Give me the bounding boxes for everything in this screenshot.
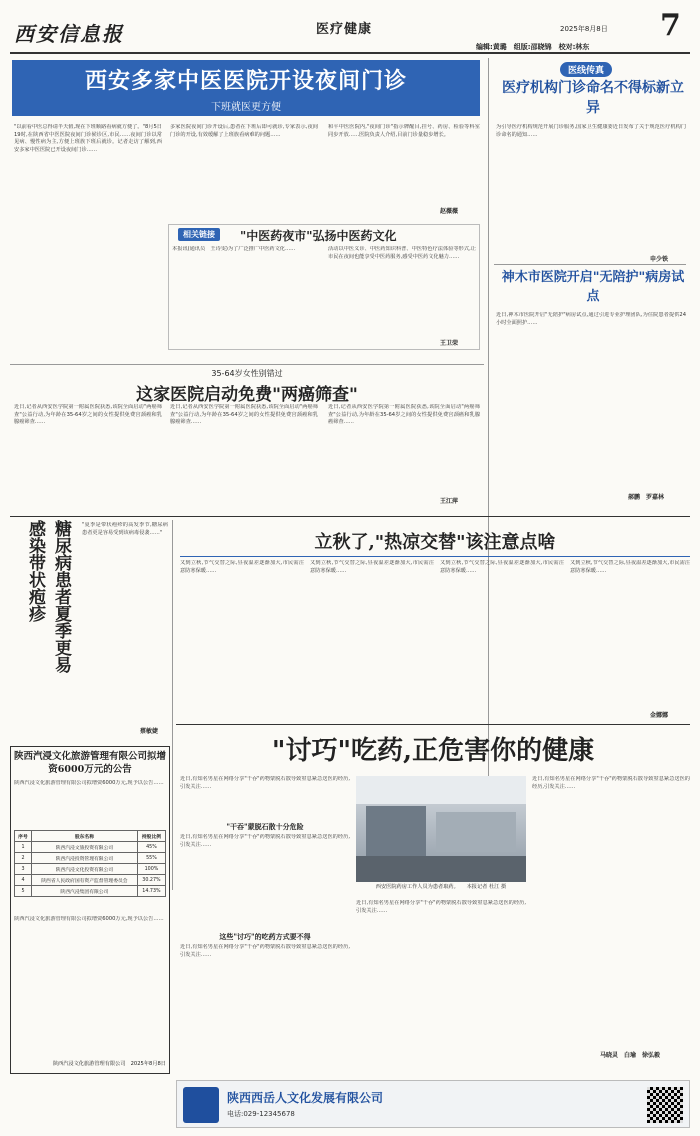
- lead-body-col3: 和平中医医院内,"夜间门诊"指示牌醒目,挂号、药房、检验等科室同步开放……医院负责人介绍,目前门诊量稳步增长。: [328, 124, 480, 138]
- diabetes-reporter: 蔡敏婕: [140, 728, 159, 735]
- table-cell: 陕西汽浸投资管理有限公司: [31, 853, 137, 864]
- table-row: [15, 842, 166, 853]
- masthead-rule: [10, 52, 690, 54]
- sidebar-tag: 医线传真: [560, 62, 612, 77]
- screen-kicker: 35-64岁女性别错过: [211, 369, 283, 378]
- notice-body-2: 陕西汽浸文化旅游管理有限公司拟增资6000万元,现予以公告……: [14, 916, 164, 922]
- table-row: [15, 875, 166, 886]
- table-cell: 3: [15, 864, 32, 875]
- ad-phone: 电话:029-12345678: [227, 1110, 295, 1118]
- notice-footer: 陕西汽浸文化旅游管理有限公司 2025年8月8日: [52, 1061, 166, 1067]
- screen-body-col1: 近日,记者从西安医学院第一附属医院获悉,该院全面启动"两癌筛查"公益行动,为年龄在35-64岁之间的女性提供免费宫颈癌和乳腺癌筛查……: [14, 404, 162, 426]
- photo-caption: 西安医院药房工作人员为患者取药。 本报记者 杜江 摄: [375, 884, 507, 890]
- heat-reporter: 金娜娜: [650, 712, 669, 719]
- screen-headline: 这家医院启动免费"两癌筛查": [136, 385, 358, 405]
- table-row: [15, 864, 166, 875]
- table-cell: 陕西汽浸文化投资有限公司: [31, 864, 137, 875]
- lead-reporter: 赵薇薇: [440, 208, 459, 215]
- medicine-subhead-2: 这些"讨巧"的吃药方式要不得: [219, 932, 311, 941]
- table-cell: 45%: [137, 842, 165, 853]
- table-header-row: [15, 831, 166, 842]
- notice-shareholder-table: [14, 830, 166, 897]
- heat-body-col1: 又到立秋,节气交替之际,昼夜温差逐渐加大,市民需注意防寒保暖……: [180, 560, 304, 574]
- sidebar-reporter-1: 申少铁: [650, 256, 669, 263]
- table-cell: 100%: [137, 864, 165, 875]
- medicine-rule-top: [176, 724, 690, 725]
- publish-date: 2025年8月8日: [560, 25, 608, 33]
- table-cell: 4: [15, 875, 32, 886]
- ad-title: 陕西西岳人文化发展有限公司: [227, 1091, 384, 1105]
- heat-body-col4: 又到立秋,节气交替之际,昼夜温差逐渐加大,市民需注意防寒保暖……: [570, 560, 690, 574]
- sidebar-rule: [494, 264, 686, 265]
- medicine-headline: "讨巧"吃药,正危害你的健康: [271, 736, 595, 766]
- sidebar-reporter-2: 郝鹏 罗嘉林: [628, 494, 665, 501]
- lead-headline: 西安多家中医医院开设夜间门诊: [84, 68, 407, 94]
- table-cell: 30.27%: [137, 875, 165, 886]
- heat-headline: 立秋了,"热凉交替"该注意点啥: [314, 532, 556, 553]
- ad-logo-icon: [183, 1087, 219, 1123]
- notice-table: [14, 830, 166, 897]
- sidebar-headline-1: 医疗机构门诊命名不得标新立异: [502, 80, 684, 116]
- medicine-body-col1b: 近日,有知名男星在网络分享"干吞"药物蒙脱石散导致窒息紧急送医的经历,引发关注……: [180, 944, 350, 958]
- diabetes-body: "夏季是带状疱疹的高发季节,糖尿病患者更是容易受到该病毒侵袭……": [82, 522, 168, 536]
- paper-name: 西安信息报: [14, 22, 124, 46]
- editors-line: 编辑:黄璐 组版:邵晓锦 校对:林东: [476, 43, 590, 51]
- screen-body-col2: 近日,记者从西安医学院第一附属医院获悉,该院全面启动"两癌筛查"公益行动,为年龄在35-64岁之间的女性提供免费宫颈癌和乳腺癌筛查……: [170, 404, 318, 426]
- section-title: 医疗健康: [316, 22, 373, 37]
- lead-body-col1: "以前看中医总得请半天假,现在下班顺路看病就方便了。"8月5日19时,在陕西省中医医院夜间门诊候诊区,市民……夜间门诊以常见病、慢性病为主,方便上班族下班后就诊。记者走访了解到,西安多家中医医院已开设夜间门诊……: [14, 124, 162, 153]
- table-cell: 陕西汽浸集团有限公司: [31, 886, 137, 897]
- rule-mid: [10, 516, 690, 517]
- heat-body-col2: 又到立秋,节气交替之际,昼夜温差逐渐加大,市民需注意防寒保暖……: [310, 560, 434, 574]
- table-cell: 14.73%: [137, 886, 165, 897]
- medicine-reporter: 马晓灵 白瑜 徐弘毅: [600, 1052, 661, 1059]
- diabetes-title: 糖尿病患者夏季更易感染带状疱疹: [25, 520, 71, 673]
- lead-subhead: 下班就医更方便: [211, 102, 281, 113]
- heat-body-col3: 又到立秋,节气交替之际,昼夜温差逐渐加大,市民需注意防寒保暖……: [440, 560, 564, 574]
- heat-rule: [180, 556, 690, 557]
- sidebar-headline-2: 神木市医院开启"无陪护"病房试点: [501, 270, 685, 304]
- table-cell: 55%: [137, 853, 165, 864]
- table-cell: 持股比例: [137, 831, 165, 842]
- related-reporter: 王卫荣: [440, 340, 459, 347]
- medicine-body-col1: 近日,有知名男星在网络分享"干吞"药物蒙脱石散导致窒息紧急送医的经历,引发关注……: [180, 834, 350, 848]
- related-tag: 相关链接: [178, 228, 220, 241]
- table-cell: 陕西汽浸文旅投资有限公司: [31, 842, 137, 853]
- page-number: 7: [660, 8, 681, 43]
- table-cell: 2: [15, 853, 32, 864]
- masthead: [0, 0, 700, 56]
- sidebar-body-2: 近日,神木市医院开启"无陪护"病房试点,通过引进专业护理团队,为住院患者提供24小时全面照护……: [496, 312, 686, 326]
- table-cell: 陕西省人民政府国有资产监督管理委员会: [31, 875, 137, 886]
- medicine-body-col3: 近日,有知名男星在网络分享"干吞"药物蒙脱石散导致窒息紧急送医的经历,引发关注……: [532, 776, 690, 790]
- medicine-intro: 近日,有知名男星在网络分享"干吞"药物蒙脱石散导致窒息紧急送医的经历,引发关注……: [180, 776, 350, 790]
- pharmacy-photo: [356, 776, 526, 882]
- table-cell: 序号: [15, 831, 32, 842]
- table-cell: 1: [15, 842, 32, 853]
- table-cell: 5: [15, 886, 32, 897]
- sidebar-body-1: 为引导医疗机构规范开展门诊服务,国家卫生健康委近日发布了关于规范医疗机构门诊命名的通知……: [496, 124, 686, 138]
- rule-screen-top: [10, 364, 484, 365]
- diabetes-divider: [172, 520, 173, 890]
- lead-body-col2: 多家医院夜间门诊开设后,患者在下班后即可就诊,专家表示,夜间门诊的开设,有效缓解了上班族看病难的问题……: [170, 124, 318, 138]
- footer-ad: [176, 1080, 690, 1128]
- medicine-body-col2: 近日,有知名男星在网络分享"干吞"药物蒙脱石散导致窒息紧急送医的经历,引发关注……: [356, 900, 526, 914]
- medicine-subhead-1: "干吞"蒙脱石散十分危险: [226, 822, 304, 831]
- notice-title: 陕西汽浸文化旅游管理有限公司拟增资6000万元的公告: [14, 751, 167, 775]
- ad-qr-icon: [647, 1087, 683, 1123]
- notice-body: 陕西汽浸文化旅游管理有限公司拟增资6000万元,现予以公告……: [14, 780, 164, 786]
- related-headline: "中医药夜市"弘扬中医药文化: [240, 229, 397, 243]
- table-row: [15, 886, 166, 897]
- screen-body-col3: 近日,记者从西安医学院第一附属医院获悉,该院全面启动"两癌筛查"公益行动,为年龄在35-64岁之间的女性提供免费宫颈癌和乳腺癌筛查……: [328, 404, 480, 426]
- table-cell: 股东名称: [31, 831, 137, 842]
- related-body: 活动以中医义诊、中医药知识科普、中医特色疗法体验等形式,让市民在夜间也能享受中医药服务,感受中医药文化魅力……: [328, 246, 476, 260]
- related-byline: 本报讯(通讯员 王诗雯)为了广泛推广中医药文化……: [172, 246, 296, 252]
- table-row: [15, 853, 166, 864]
- screen-reporter: 王江萍: [440, 498, 459, 505]
